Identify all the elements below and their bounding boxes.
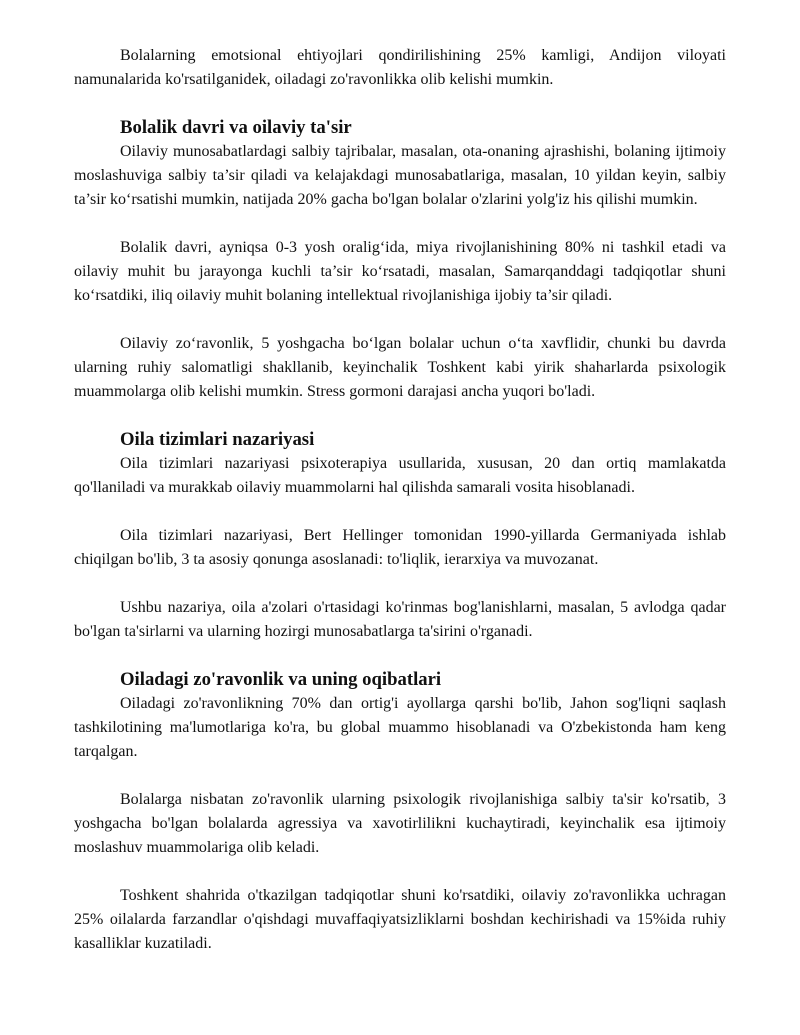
section-heading-family-systems: Oila tizimlari nazariyasi <box>120 429 315 450</box>
paragraph: Bolalik davri, ayniqsa 0-3 yosh oralig‘ida, miya rivojlanishining 80% ni tashkil etadi va oilaviy muhit bu jarayonga kuchli ta’sir ko‘rsatadi, masalan, Samarqanddagi tadqiqotlar shuni ko‘rsatdiki, iliq oilaviy muhit bolaning intellektual rivojlanishiga ijobiy ta’sir qiladi. <box>74 239 726 304</box>
paragraph: Oila tizimlari nazariyasi, Bert Hellinger tomonidan 1990-yillarda Germaniyada ishlab chiqilgan bo'lib, 3 ta asosiy qonunga asoslanadi: to'liqlik, ierarxiya va muvozanat. <box>74 527 726 568</box>
paragraph: Ushbu nazariya, oila a'zolari o'rtasidagi ko'rinmas bog'lanishlarni, masalan, 5 avlodga qadar bo'lgan ta'sirlarni va ularning hozirgi munosabatlarga ta'sirini o'rganadi. <box>74 599 726 640</box>
section-heading-domestic-violence: Oiladagi zo'ravonlik va uning oqibatlari <box>120 669 442 690</box>
paragraph: Oilaviy munosabatlardagi salbiy tajribalar, masalan, ota-onaning ajrashishi, bolaning ijtimoiy moslashuviga salbiy ta’sir qiladi va kelajakdagi munosabatlariga, masalan, 10 yildan keyin, salbiy ta’sir ko‘rsatishi mumkin, natijada 20% gacha bo'lgan bolalar o'zlarini yolg'iz his qilishi mumkin. <box>74 143 726 208</box>
intro-paragraph: Bolalarning emotsional ehtiyojlari qondirilishining 25% kamligi, Andijon viloyati namunalarida ko'rsatilganidek, oiladagi zo'ravonlikka olib kelishi mumkin. <box>74 47 726 88</box>
paragraph: Oiladagi zo'ravonlikning 70% dan ortig'i ayollarga qarshi bo'lib, Jahon sog'liqni saqlash tashkilotining ma'lumotlariga ko'ra, bu global muammo hisoblanadi va O'zbekistonda ham keng tarqalgan. <box>74 695 726 760</box>
paragraph: Oilaviy zo‘ravonlik, 5 yoshgacha bo‘lgan bolalar uchun o‘ta xavflidir, chunki bu davrda ularning ruhiy salomatligi shakllanib, keyinchalik Toshkent kabi yirik shaharlarda psixologik muammolarga olib kelishi mumkin. Stress gormoni darajasi ancha yuqori bo'ladi. <box>74 335 726 400</box>
paragraph: Toshkent shahrida o'tkazilgan tadqiqotlar shuni ko'rsatdiki, oilaviy zo'ravonlikka uchragan 25% oilalarda farzandlar o'qishdagi muvaffaqiyatsizliklarni boshdan kechirishadi va 15%ida ruhiy kasalliklar kuzatiladi. <box>74 887 726 952</box>
section-heading-childhood: Bolalik davri va oilaviy ta'sir <box>120 117 352 138</box>
document-page <box>74 44 726 956</box>
paragraph: Oila tizimlari nazariyasi psixoterapiya usullarida, xususan, 20 dan ortiq mamlakatda qo'llaniladi va murakkab oilaviy muammolarni hal qilishda samarali vosita hisoblanadi. <box>74 455 726 496</box>
paragraph: Bolalarga nisbatan zo'ravonlik ularning psixologik rivojlanishiga salbiy ta'sir ko'rsatib, 3 yoshgacha bo'lgan bolalarda agressiya va xavotirlilikni kuchaytiradi, keyinchalik esa ijtimoiy moslashuv muammolariga olib keladi. <box>74 791 726 856</box>
